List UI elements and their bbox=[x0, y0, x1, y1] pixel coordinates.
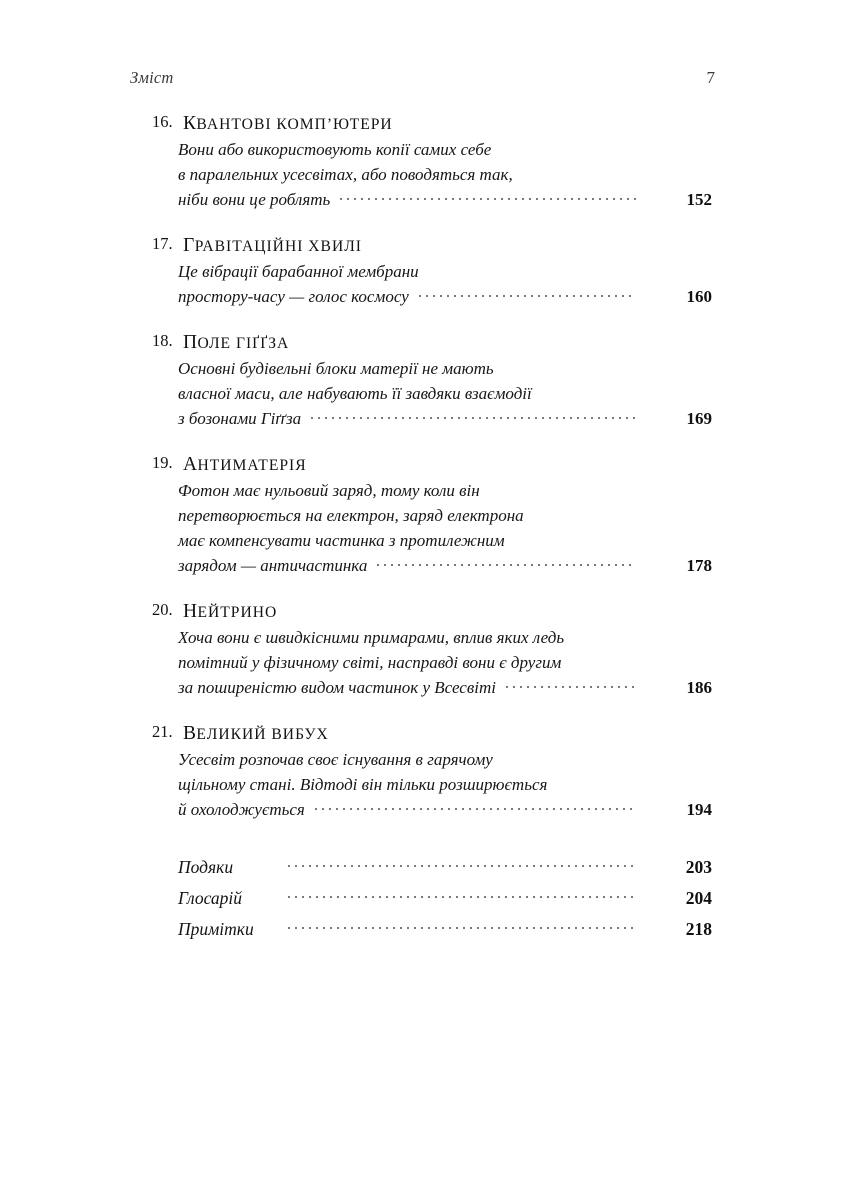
backmatter-entry-label: Подяки bbox=[178, 857, 234, 877]
running-head-title: Зміст bbox=[130, 68, 174, 87]
toc-entry-description-text: й охолоджується bbox=[178, 800, 305, 819]
toc-entry-description-line bbox=[178, 478, 712, 503]
toc-entry-page-number[interactable]: 186 bbox=[686, 678, 712, 697]
toc-entry-title-smallcaps: РАВІТАЦІЙНІ ХВИЛІ bbox=[194, 238, 362, 255]
toc-entry[interactable] bbox=[152, 331, 712, 431]
toc-entry-description-text: помітний у фізичному світі, насправді вони є другим bbox=[178, 653, 562, 672]
dot-leader bbox=[419, 285, 636, 302]
toc-entry-leader-row bbox=[178, 284, 712, 309]
toc-entry[interactable] bbox=[152, 453, 712, 578]
toc-entry-number: 16. bbox=[152, 112, 173, 131]
toc-entry-leader-row bbox=[178, 675, 712, 700]
toc-entry-description-line bbox=[178, 503, 712, 528]
toc-entry-description-text: Фотон має нульовий заряд, тому коли він bbox=[178, 481, 480, 500]
dot-leader bbox=[288, 917, 636, 935]
dot-leader bbox=[288, 886, 636, 904]
toc-entry-page-number[interactable]: 160 bbox=[686, 287, 712, 306]
toc-entry-number: 20. bbox=[152, 600, 173, 619]
toc-entry[interactable] bbox=[152, 112, 712, 212]
dot-leader bbox=[315, 798, 636, 815]
toc-entry-description-text: Вони або використовують копії самих себе bbox=[178, 140, 492, 159]
toc-entry-description-text: власної маси, але набувають її завдяки взаємодії bbox=[178, 384, 532, 403]
toc-entry-description-text: зарядом — античастинка bbox=[178, 556, 368, 575]
toc-entry-description-line bbox=[178, 356, 712, 381]
toc-entry-title-smallcaps: ЕЙТРИНО bbox=[197, 604, 278, 621]
toc-entry[interactable] bbox=[152, 600, 712, 700]
toc-entry-description-text: в паралельних усесвітах, або поводяться так, bbox=[178, 165, 513, 184]
toc-entry-number: 19. bbox=[152, 453, 173, 472]
toc-entry-description-text: простору-часу — голос космосу bbox=[178, 287, 409, 306]
toc-entry-title-initial: П bbox=[183, 332, 198, 353]
toc-entry-number: 21. bbox=[152, 722, 173, 741]
toc-entry-title-initial: А bbox=[183, 454, 198, 475]
toc-entry-title-smallcaps: ЕЛИКИЙ ВИБУХ bbox=[196, 726, 329, 743]
toc-entry-page-number[interactable]: 152 bbox=[686, 190, 712, 209]
toc-entry-description-line bbox=[178, 772, 712, 797]
dot-leader bbox=[506, 676, 636, 693]
backmatter-entry[interactable] bbox=[178, 914, 712, 945]
toc-entry-title-initial: В bbox=[183, 723, 197, 744]
toc-entry-description-line bbox=[178, 137, 712, 162]
toc-entry[interactable] bbox=[152, 234, 712, 309]
toc-entry-page-number[interactable]: 178 bbox=[686, 556, 712, 575]
running-head-page-number: 7 bbox=[706, 68, 715, 87]
backmatter-list bbox=[152, 852, 712, 945]
toc-entry-description-text: ніби вони це роблять bbox=[178, 190, 331, 209]
backmatter-entry-page-number[interactable]: 218 bbox=[685, 919, 712, 939]
toc-entry-leader-row bbox=[178, 797, 712, 822]
toc-entry-description-line bbox=[178, 528, 712, 553]
toc-entry-heading bbox=[152, 600, 712, 625]
toc-entry-page-number[interactable]: 194 bbox=[686, 800, 712, 819]
toc-entry-heading bbox=[152, 453, 712, 478]
toc-entry-page-number[interactable]: 169 bbox=[686, 409, 712, 428]
toc-entry[interactable] bbox=[152, 722, 712, 822]
toc-entry-number: 17. bbox=[152, 234, 173, 253]
toc-entry-leader-row bbox=[178, 553, 712, 578]
toc-entry-title-smallcaps: ОЛЕ ГІҐҐЗА bbox=[197, 335, 290, 352]
backmatter-entry-page-number[interactable]: 203 bbox=[685, 857, 712, 877]
toc-entry-heading bbox=[152, 112, 712, 137]
backmatter-entry-label: Глосарій bbox=[178, 888, 243, 908]
toc-entry-description-text: має компенсувати частинка з протилежним bbox=[178, 531, 505, 550]
toc-entry-description-line bbox=[178, 381, 712, 406]
toc-entry-description-text: щільному стані. Відтоді він тільки розширюється bbox=[178, 775, 548, 794]
toc-entry-title bbox=[183, 599, 277, 625]
toc-entry-heading bbox=[152, 234, 712, 259]
toc-entry-description-line bbox=[178, 650, 712, 675]
backmatter-entry[interactable] bbox=[178, 883, 712, 914]
toc-entry-description-text: Усесвіт розпочав своє існування в гарячому bbox=[178, 750, 493, 769]
toc-entry-description-line bbox=[178, 747, 712, 772]
dot-leader bbox=[340, 188, 636, 205]
dot-leader bbox=[288, 855, 636, 873]
toc-entry-description-line bbox=[178, 162, 712, 187]
toc-entry-description-line bbox=[178, 625, 712, 650]
toc-entry-description-text: з бозонами Гіґґза bbox=[178, 409, 302, 428]
toc-entry-description-text: Основні будівельні блоки матерії не мають bbox=[178, 359, 494, 378]
toc-entry-number: 18. bbox=[152, 331, 173, 350]
dot-leader bbox=[377, 554, 636, 571]
dot-leader bbox=[311, 407, 636, 424]
toc-entry-title bbox=[183, 233, 362, 259]
toc-entry-title-smallcaps: ВАНТОВІ КОМП’ЮТЕРИ bbox=[196, 116, 393, 133]
toc-entry-description-line bbox=[178, 259, 712, 284]
toc-entry-description-text: Хоча вони є швидкісними примарами, вплив яких ледь bbox=[178, 628, 565, 647]
toc-entry-heading bbox=[152, 722, 712, 747]
toc-entry-title bbox=[183, 111, 393, 137]
toc-entry-title-smallcaps: НТИМАТЕРІЯ bbox=[197, 457, 307, 474]
toc-entry-description-text: Це вібрації барабанної мембрани bbox=[178, 262, 419, 281]
toc-entry-title bbox=[183, 330, 289, 356]
toc-entry-description-text: перетворюється на електрон, заряд електрона bbox=[178, 506, 524, 525]
toc-entry-leader-row bbox=[178, 406, 712, 431]
backmatter-entry[interactable] bbox=[178, 852, 712, 883]
toc-entry-title-initial: К bbox=[183, 113, 197, 134]
toc-entry-title-initial: Г bbox=[183, 235, 195, 256]
toc-entry-title bbox=[183, 452, 307, 478]
toc-entry-title bbox=[183, 721, 329, 747]
running-head bbox=[130, 68, 715, 94]
toc-entry-heading bbox=[152, 331, 712, 356]
toc-entry-description-text: за поширеністю видом частинок у Всесвіті bbox=[178, 678, 496, 697]
toc-entry-leader-row bbox=[178, 187, 712, 212]
table-of-contents bbox=[152, 112, 712, 945]
backmatter-entry-page-number[interactable]: 204 bbox=[685, 888, 712, 908]
backmatter-entry-label: Примітки bbox=[178, 919, 254, 939]
toc-entry-title-initial: Н bbox=[183, 601, 198, 622]
